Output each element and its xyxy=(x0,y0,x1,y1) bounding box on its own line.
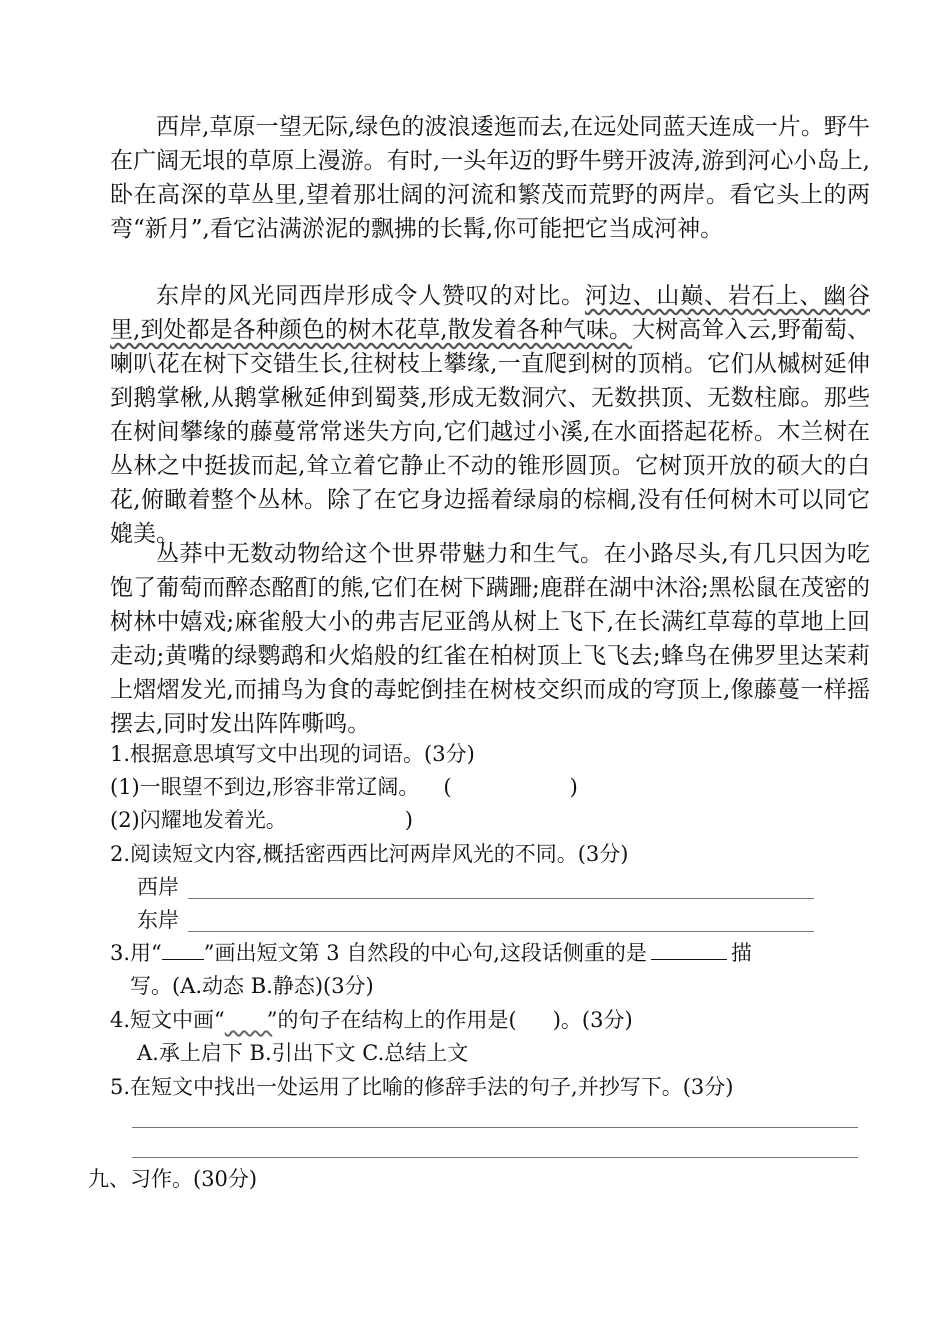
passage-paragraph-2 xyxy=(110,279,870,551)
question-4-part-b: ”的句子在结构上的作用是( xyxy=(266,1008,517,1032)
question-1-item-2 xyxy=(110,804,413,836)
question-1: 1.根据意思填写文中出现的词语。(3分) xyxy=(110,742,475,766)
close-paren: ) xyxy=(569,775,578,799)
question-2: 2.阅读短文内容,概括密西西比河两岸风光的不同。(3分) xyxy=(110,842,629,866)
answer-blank[interactable] xyxy=(651,959,727,960)
passage-paragraph-1: 西岸,草原一望无际,绿色的波浪逶迤而去,在远处同蓝天连成一片。野牛在广阔无垠的草原上漫游。有时,一头年迈的野牛劈开波涛,游到河心小岛上,卧在高深的草丛里,望着那壮阔的河流和繁茂而荒野的两岸。看它头上的两弯“新月”,看它沾满淤泥的飘拂的长髯,你可能把它当成河神。 xyxy=(110,114,870,242)
paragraph-2-body: 大树高耸入云,野葡萄、喇叭花在树下交错生长,往树枝上攀缘,一直爬到树的顶梢。它们从槭树延伸到鹅掌楸,从鹅掌楸延伸到蜀葵,形成无数洞穴、无数拱顶、无数柱廊。那些在树间攀缘的藤蔓常常迷失方向,它们越过小溪,在水面搭起花桥。木兰树在丛林之中挺拔而起,耸立着它静止不动的锥形圆顶。它树顶开放的硕大的白花,俯瞰着整个丛林。除了在它身边摇着绿扇的棕榈,没有任何树木可以同它媲美。 xyxy=(110,317,870,547)
question-4 xyxy=(110,1004,633,1036)
section-9-heading: 九、习作。(30分) xyxy=(88,1167,258,1191)
question-1-item-2-text: (2)闪耀地发着光。 xyxy=(110,808,287,832)
answer-line-5a[interactable] xyxy=(132,1127,858,1128)
question-3 xyxy=(110,937,752,969)
answer-line-5b[interactable] xyxy=(132,1157,858,1158)
question-5: 5.在短文中找出一处运用了比喻的修辞手法的句子,并抄写下。(3分) xyxy=(110,1075,734,1099)
question-4-part-c: )。(3分) xyxy=(552,1008,633,1032)
question-2-east-label: 东岸 xyxy=(137,908,179,932)
paragraph-2-opening: 东岸的风光同西岸形成令人赞叹的对比。 xyxy=(156,283,585,309)
question-4-options: A.承上启下 B.引出下文 C.总结上文 xyxy=(137,1041,469,1065)
question-3-options: 写。(A.动态 B.静态)(3分) xyxy=(130,974,374,998)
answer-line-west[interactable] xyxy=(188,898,814,899)
wavy-underlined-sentence: 河边、山巅、岩石上、幽谷里,到处都是各种颜色的树木花草,散发着各种气味。 xyxy=(110,283,871,343)
question-2-west-label: 西岸 xyxy=(137,875,179,899)
answer-line-east[interactable] xyxy=(188,931,814,932)
question-3-part-c: 描 xyxy=(730,941,752,965)
passage-paragraph-3: 丛莽中无数动物给这个世界带魅力和生气。在小路尽头,有几只因为吃饱了葡萄而醉态酩酊的熊,它们在树下蹒跚;鹿群在湖中沐浴;黑松鼠在茂密的树林中嬉戏;麻雀般大小的弗吉尼亚鸽从树上飞下,在长满红草莓的草地上回走动;黄嘴的绿鹦鹉和火焰般的红雀在柏树顶上飞飞去;蜂鸟在佛罗里达茉莉上熠熠发光,而捕鸟为食的毒蛇倒挂在树枝交织而成的穹顶上,像藤蔓一样摇摆去,同时发出阵阵嘶鸣。 xyxy=(110,541,870,737)
wavy-underline-sample xyxy=(225,1004,267,1036)
question-1-item-1-text: (1)一眼望不到边,形容非常辽阔。 xyxy=(110,775,420,799)
underline-sample xyxy=(162,959,204,960)
question-3-part-b: ”画出短文第 3 自然段的中心句,这段话侧重的是 xyxy=(203,941,647,965)
open-paren: ( xyxy=(443,775,452,799)
question-4-part-a: 4.短文中画“ xyxy=(110,1008,225,1032)
question-3-part-a: 3.用“ xyxy=(110,941,162,965)
question-1-item-1 xyxy=(110,771,578,803)
close-paren: ) xyxy=(404,808,413,832)
